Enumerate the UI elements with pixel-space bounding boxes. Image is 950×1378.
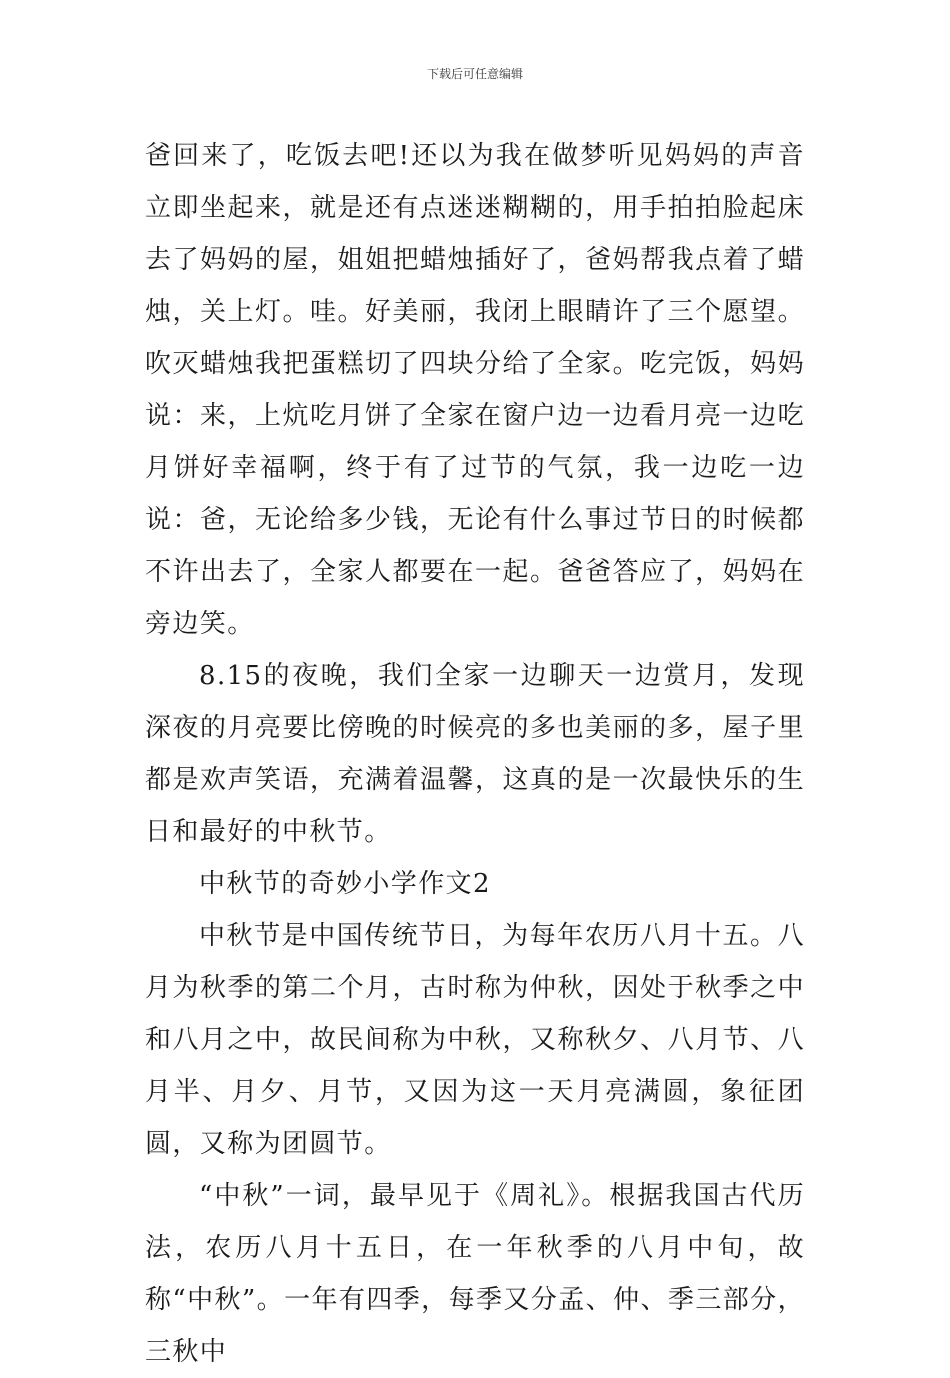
paragraph-night-moon: 8.15的夜晚，我们全家一边聊天一边赏月，发现深夜的月亮要比傍晚的时候亮的多也美丽的多，屋子里都是欢声笑语，充满着温馨，这真的是一次最快乐的生日和最好的中秋节。 (145, 661, 805, 847)
paragraph-festival-intro: 中秋节是中国传统节日，为每年农历八月十五。八月为秋季的第二个月，古时称为仲秋，因处于秋季之中和八月之中，故民间称为中秋，又称秋夕、八月节、八月半、月夕、月节，又因为这一天月亮满圆，象征团圆，又称为团圆节。 (145, 921, 805, 1159)
page-header-note: 下载后可任意编辑 (426, 67, 523, 81)
paragraph-zhongqiu-origin: “中秋”一词，最早见于《周礼》。根据我国古代历法，农历八月十五日，在一年秋季的八月中旬，故称“中秋”。一年有四季，每季又分孟、仲、季三部分，三秋中 (145, 1181, 805, 1367)
paragraph-birthday-continuation: 爸回来了，吃饭去吧!还以为我在做梦听见妈妈的声音立即坐起来，就是还有点迷迷糊糊的，用手拍拍脸起床去了妈妈的屋，姐姐把蜡烛插好了，爸妈帮我点着了蜡烛，关上灯。哇。好美丽，我闭上眼睛许了三个愿望。吹灭蜡烛我把蛋糕切了四块分给了全家。吃完饭，妈妈说：来，上炕吃月饼了全家在窗户边一边看月亮一边吃月饼好幸福啊，终于有了过节的气氛，我一边吃一边说：爸，无论给多少钱，无论有什么事过节日的时候都不许出去了，全家人都要在一起。爸爸答应了，妈妈在旁边笑。 (145, 141, 805, 639)
document-body (145, 130, 805, 1378)
essay-title: 中秋节的奇妙小学作文2 (199, 869, 491, 899)
